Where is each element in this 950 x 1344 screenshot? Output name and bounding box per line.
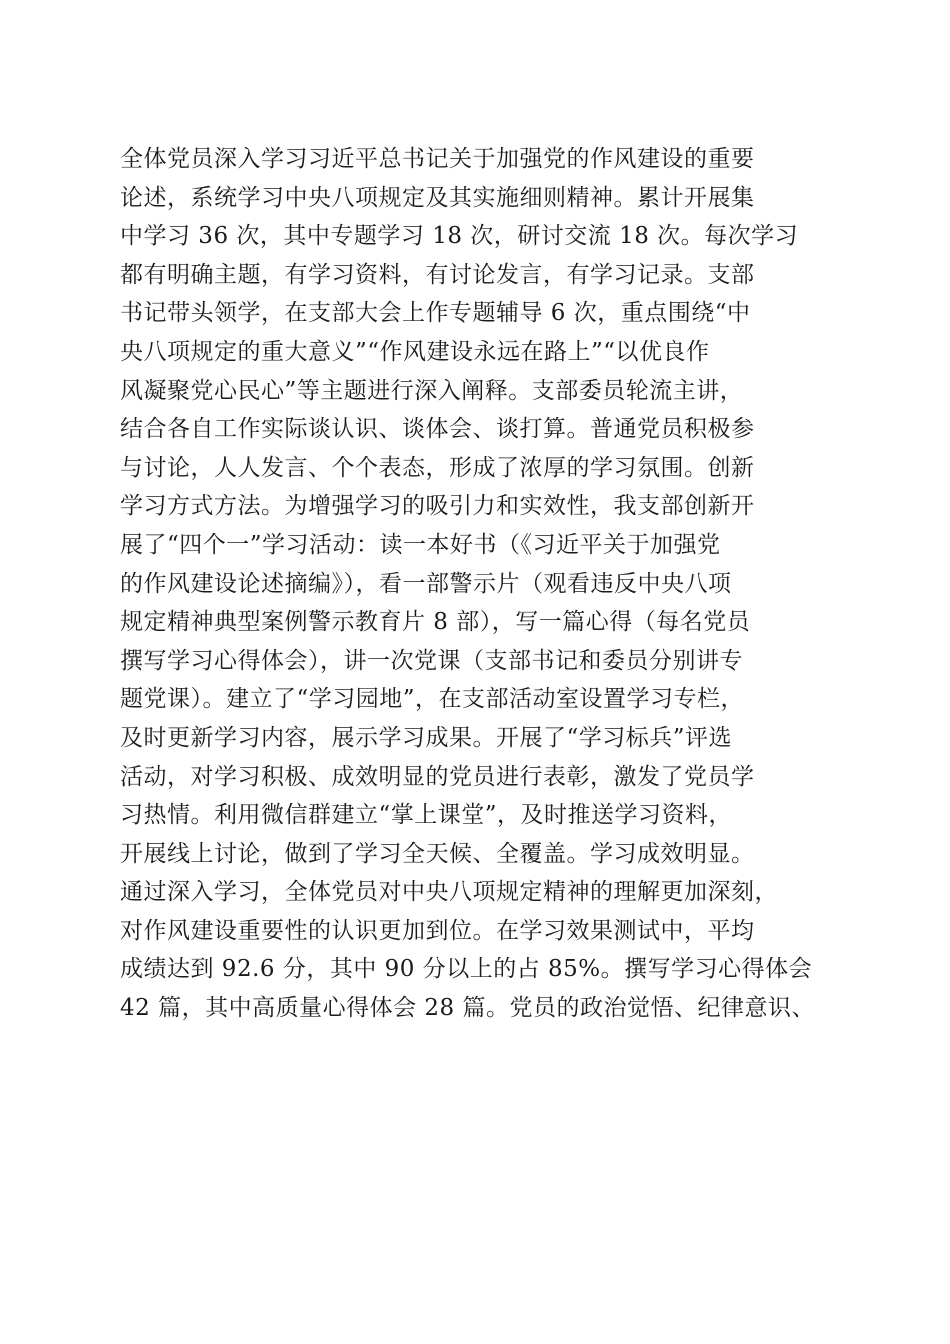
text-line: 书记带头领学，在支部大会上作专题辅导 6 次，重点围绕“中 [120,300,751,327]
text-line: 及时更新学习内容，展示学习成果。开展了“学习标兵”评选 [120,724,733,751]
text-line: 成绩达到 92.6 分，其中 90 分以上的占 85%。撰写学习心得体会 [120,956,813,983]
text-line: 央八项规定的重大意义”“作风建设永远在路上”“以优良作 [120,338,710,365]
text-line: 题党课）。建立了“学习园地”，在支部活动室设置学习专栏， [120,686,745,713]
text-line: 全体党员深入学习习近平总书记关于加强党的作风建设的重要 [120,146,755,172]
body-paragraph [120,140,840,1028]
text-line: 的作风建设论述摘编》），看一部警示片（观看违反中央八项 [120,570,732,597]
text-line: 习热情。利用微信群建立“掌上课堂”，及时推送学习资料， [120,802,733,829]
text-line: 结合各自工作实际谈认识、谈体会、谈打算。普通党员积极参 [120,416,755,443]
text-line: 规定精神典型案例警示教育片 8 部），写一篇心得（每名党员 [120,609,751,636]
text-line: 开展线上讨论，做到了学习全天候、全覆盖。学习成效明显。 [120,840,755,867]
text-line: 风凝聚党心民心”等主题进行深入阐释。支部委员轮流主讲， [120,377,744,404]
text-line: 活动，对学习积极、成效明显的党员进行表彰，激发了党员学 [120,763,755,790]
text-line: 都有明确主题，有学习资料，有讨论发言，有学习记录。支部 [120,261,755,288]
text-line: 通过深入学习，全体党员对中央八项规定精神的理解更加深刻， [120,879,778,906]
text-line: 展了“四个一”学习活动：读一本好书（《习近平关于加强党 [120,531,721,558]
text-line: 学习方式方法。为增强学习的吸引力和实效性，我支部创新开 [120,493,755,520]
text-line: 42 篇，其中高质量心得体会 28 篇。党员的政治觉悟、纪律意识、 [120,995,815,1022]
text-line: 与讨论，人人发言、个个表态，形成了浓厚的学习氛围。创新 [120,454,755,481]
text-line: 撰写学习心得体会），讲一次党课（支部书记和委员分别讲专 [120,647,743,674]
text-line: 中学习 36 次，其中专题学习 18 次，研讨交流 18 次。每次学习 [120,223,799,250]
text-line: 对作风建设重要性的认识更加到位。在学习效果测试中，平均 [120,917,755,944]
text-line: 论述，系统学习中央八项规定及其实施细则精神。累计开展集 [120,184,755,211]
